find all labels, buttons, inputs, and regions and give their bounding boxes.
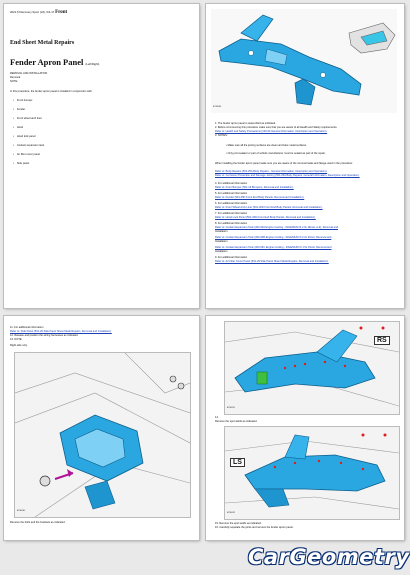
page-title: Fender Apron Panel (Left/Right) [10,57,100,67]
ls-diagram [225,427,399,519]
step-line: When installing the fender apron panel make sure you are aware of the removal tasks and flange-used in the procedure: [215,162,353,165]
list-item: • Air filter cover panel [13,153,40,157]
list-item: • Front wheel arch liner [13,117,42,121]
page-4 [206,316,404,540]
step-line: 2. Before commencing this procedure make sure that you are aware of all Health and Safety requirements. [215,126,338,129]
step-line: 12. Release and position the wiring harnesses as indicated. [10,334,79,337]
list-item: • Fender [13,108,25,112]
reference-link[interactable]: Refer to: Side Panel (501-29 Side Panel Sheet Metal Repairs, Removal and Installation). [10,330,112,333]
figure-id: E211030 [17,510,25,512]
step-line: 15. Remove the spot welds as indicated. [215,522,262,525]
list-item: • Front bumper [13,99,33,103]
step-line: 5. For additional information [215,192,248,195]
step-line: 3. NOTES: [215,134,228,137]
step-line: Installation [215,250,228,253]
list-item: • Hood lock panel [13,135,36,139]
page-2 [206,4,404,308]
reference-link[interactable]: Refer to: Fender (501-25D Front End Body Panels, Removal and Installation). [215,196,305,199]
step-line: 7. For additional information [215,212,248,215]
rs-diagram [225,322,399,414]
reference-link[interactable]: Refer to: Front Wheel Arch Liner (501-02D Front End Body Panels, Removal and Installation). [215,206,323,209]
note-label: NOTE: [10,80,18,83]
step-line: 4. For additional information [215,182,248,185]
right-side-tag: RS [374,336,390,345]
step-line: 14. [215,416,219,419]
doc-header: 2021.5 Discovery Sport (L8), 6/4-17 Front [10,10,68,15]
step-line: 9. For additional information [215,256,248,259]
reference-link[interactable]: Refer to: Air Filter Cover Panel (501-29 Side Panel Sheet Metal Repairs, Removal and Installation). [215,260,329,263]
list-item: • Coolant expansion tank [13,144,44,148]
step-line: 11. For additional information [10,326,44,329]
apron-panel-diagram [211,9,397,113]
bracket-illustration [14,352,191,518]
fender-apron-illustration [211,9,397,113]
spot-weld-illustration-ls [224,426,400,520]
reference-link[interactable]: Refer to: Health and Safety Precautions (100-00 General Information, Description and Operation). [215,130,328,133]
reference-link[interactable]: Refer to: Body Repairs (501-25A Body Repairs - General Information, Description and Operation). [215,170,328,173]
step-line: 6. For additional information [215,202,248,205]
intro-text: In this procedure, the fender apron panel is installed in conjunction with: [10,90,93,93]
page-3 [4,316,199,540]
figure-caption: Remove the bolts and the brackets as indicated. [10,521,66,524]
section-heading: End Sheet Metal Repairs [10,40,75,46]
reference-link[interactable]: Refer to: Front Bumper (501-19 Bumpers, Removal and Installation). [215,186,294,189]
reference-link[interactable]: Refer to: Hood Lock Panel (501-02D Front End Body Panels, Removal and Installation). [215,216,316,219]
step-line: 16. Carefully separate the joints and remove the fender apron panel. [215,526,294,529]
figure-caption: Remove the spot welds as indicated. [215,420,258,423]
step-line: Installation [215,230,228,233]
note-line: Right side only. [10,344,28,347]
reference-link[interactable]: Refer to: Coolant Expansion Tank (303-03C Engine Cooling - INGENIUM I3 1.5L Petrol, Removal and [215,246,332,249]
removal-heading: REMOVAL AND INSTALLATION [10,72,48,75]
figure-id: E212089 [213,106,222,108]
step-line: 13. NOTE: [10,338,23,341]
reference-link[interactable]: Refer to: Corrosion Prevention and Damage Joining (501-25A Body Repairs, General Information, Description and Operation). [215,174,360,177]
bracket-diagram [15,353,190,517]
left-side-tag: LS [230,458,245,467]
step-line: 1. The fender apron panel is assembled as indicated. [215,122,276,125]
reference-link[interactable]: Refer to: Coolant Expansion Tank (303-03B Engine Cooling - INGENIUM I4 2.0L Petrol, Removal and [215,236,332,239]
figure-id: E211031 [227,407,235,409]
step-line: Installation [215,240,228,243]
reference-link[interactable]: Refer to: Coolant Expansion Tank (303-03A Engine Cooling - INGENIUM I4 2.0L Diesel, A-Z), Removal and [215,226,338,229]
note-line: • Only joint sealant or part of vehicle manufacturer must be sealed as part of the repair. [226,152,326,155]
step-line: 8. For additional information [215,222,248,225]
list-item: • Hood [13,126,23,130]
removal-label: Removal [10,76,21,79]
page-1 [4,4,199,308]
list-item: • Side panel [13,162,29,166]
figure-id: E211032 [227,512,235,514]
cargeometry-logo: CarGeometry [248,545,410,569]
note-line: • Make sure all the joining surfaces are clean and bare metal surfaces. [226,144,307,147]
